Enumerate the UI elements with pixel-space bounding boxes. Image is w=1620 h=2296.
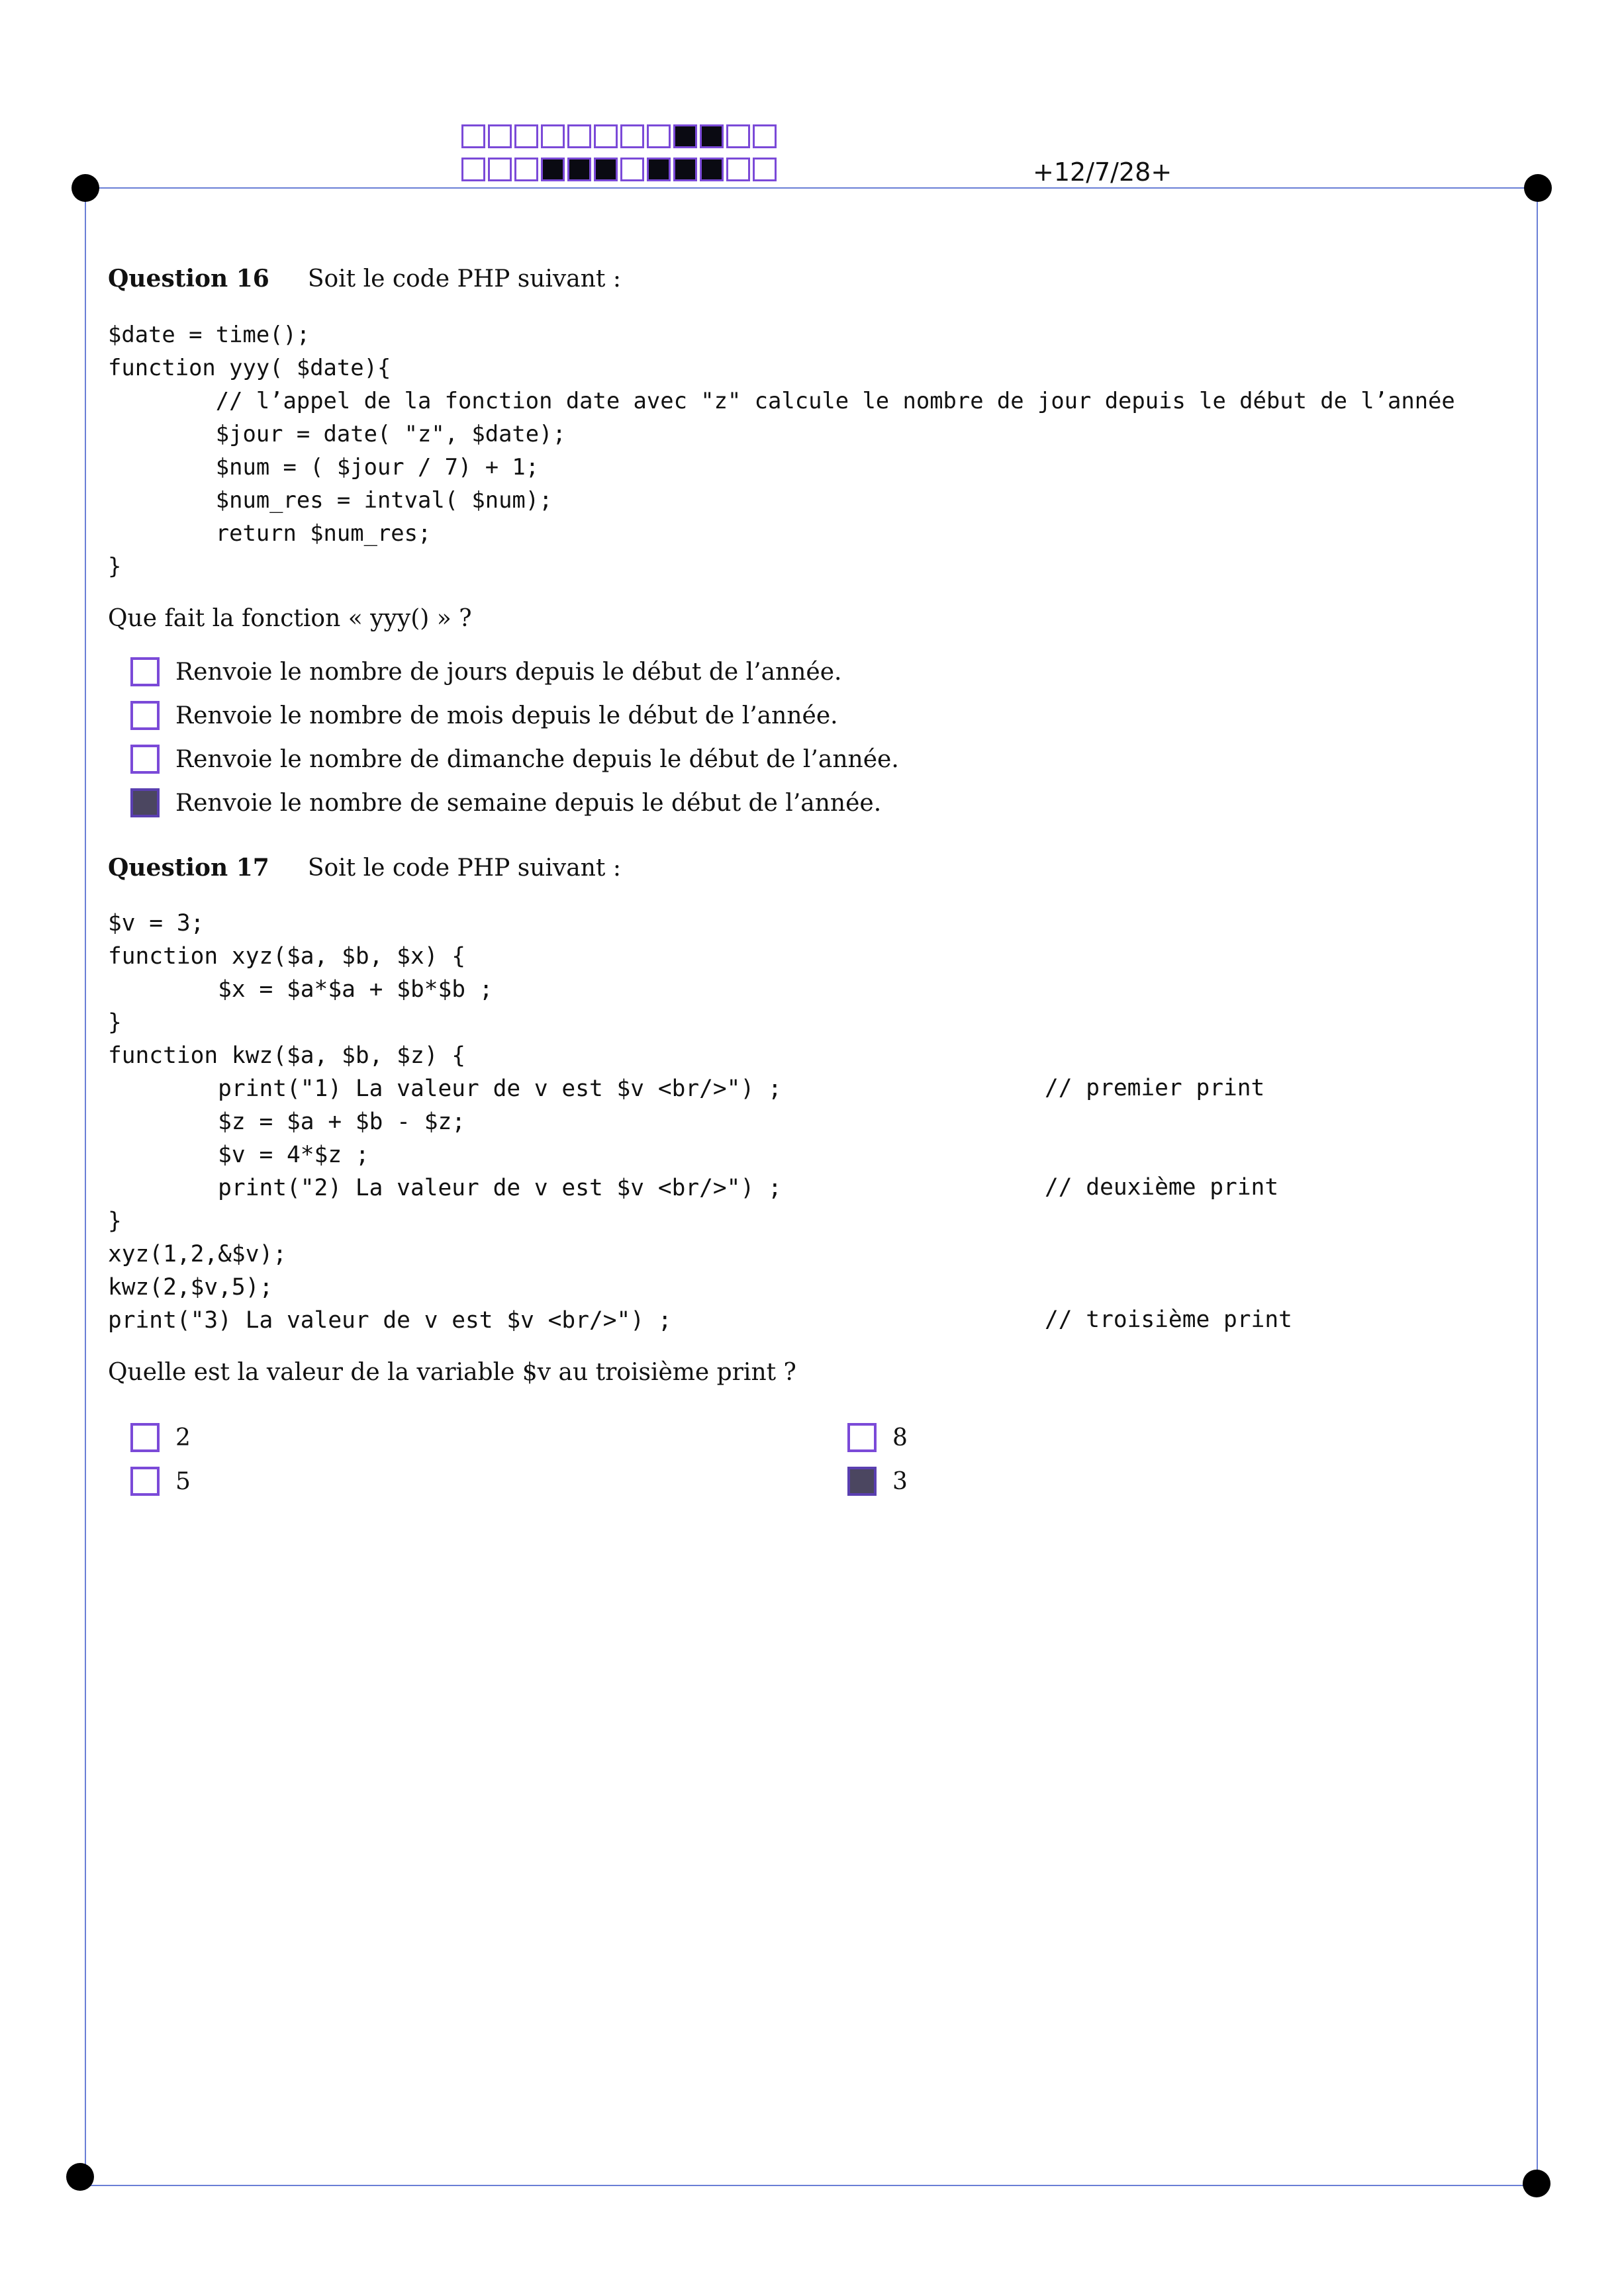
q17-choice-1[interactable] — [130, 1423, 191, 1452]
bit-box-empty — [620, 124, 644, 148]
bit-box-empty — [620, 158, 644, 181]
question-intro: Soit le code PHP suivant : — [307, 265, 621, 293]
question-intro: Soit le code PHP suivant : — [307, 854, 621, 882]
q16-choice-2[interactable] — [130, 701, 838, 730]
q16-choice-4[interactable] — [130, 788, 881, 817]
bit-box-empty — [647, 124, 671, 148]
corner-mark-top-left — [71, 174, 99, 202]
bit-box-empty — [541, 124, 565, 148]
bit-box-empty — [753, 124, 777, 148]
bit-box-empty — [594, 124, 618, 148]
bit-box-filled — [567, 158, 591, 181]
q16-choice-1[interactable] — [130, 657, 841, 686]
q17-choice-4[interactable] — [847, 1467, 908, 1496]
code-comment-premier: // premier print — [1045, 1075, 1265, 1101]
page-id: +12/7/28+ — [1033, 158, 1172, 187]
choice-label: 8 — [892, 1424, 908, 1451]
choice-label: Renvoie le nombre de dimanche depuis le début de l’année. — [175, 745, 899, 773]
bit-box-empty — [514, 124, 538, 148]
checkbox-checked[interactable] — [847, 1467, 877, 1496]
checkbox[interactable] — [847, 1423, 877, 1452]
q16-question-text: Que fait la fonction « yyy() » ? — [108, 605, 472, 632]
question-label: Question 17 — [108, 854, 269, 882]
bit-box-filled — [647, 158, 671, 181]
binary-code-row-2 — [461, 158, 779, 181]
corner-mark-bottom-left — [66, 2163, 94, 2191]
bit-box-empty — [488, 124, 512, 148]
q17-choice-2[interactable] — [130, 1467, 191, 1496]
bit-box-empty — [514, 158, 538, 181]
binary-code-row-1 — [461, 124, 779, 148]
checkbox[interactable] — [130, 1423, 160, 1452]
bit-box-empty — [726, 124, 750, 148]
bit-box-filled — [700, 158, 724, 181]
choice-label: Renvoie le nombre de semaine depuis le début de l’année. — [175, 789, 882, 817]
bit-box-filled — [594, 158, 618, 181]
q17-choice-3[interactable] — [847, 1423, 908, 1452]
corner-mark-top-right — [1524, 174, 1552, 202]
bit-box-filled — [673, 124, 697, 148]
checkbox[interactable] — [130, 657, 160, 686]
choice-label: 3 — [892, 1467, 908, 1495]
bit-box-filled — [673, 158, 697, 181]
question-17-header — [108, 854, 621, 882]
q16-code-block: $date = time(); function yyy( $date){ // l’appel de la fonction date avec "z" calcule le nombre de jour depuis le début de l’année $jour = date( "z", $date); $num = ( $jour / 7) + 1; $num_res = intval( $num); return $num_res; } — [108, 322, 1455, 579]
corner-mark-bottom-right — [1523, 2170, 1550, 2197]
choice-label: 5 — [175, 1467, 191, 1495]
q17-code-block: $v = 3; function xyz($a, $b, $x) { $x = $a*$a + $b*$b ; } function kwz($a, $b, $z) { print("1) La valeur de v est $v <br/>") ; $z = $a + $b - $z; $v = 4*$z ; print("2) La valeur de v est $v <br/>") ; } xyz(1,2,&$v); kwz(2,$v,5); print("3) La valeur de v est $v <br/>") ; — [108, 910, 782, 1334]
choice-label: Renvoie le nombre de jours depuis le début de l’année. — [175, 658, 842, 686]
question-label: Question 16 — [108, 265, 269, 293]
bit-box-empty — [488, 158, 512, 181]
checkbox[interactable] — [130, 701, 160, 730]
q16-choice-3[interactable] — [130, 745, 899, 774]
bit-box-empty — [461, 124, 485, 148]
checkbox[interactable] — [130, 1467, 160, 1496]
choice-label: 2 — [175, 1424, 191, 1451]
bit-box-empty — [461, 158, 485, 181]
bit-box-filled — [541, 158, 565, 181]
bit-box-empty — [567, 124, 591, 148]
bit-box-empty — [726, 158, 750, 181]
q17-question-text: Quelle est la valeur de la variable $v au troisième print ? — [108, 1359, 796, 1386]
checkbox-checked[interactable] — [130, 788, 160, 817]
bit-box-filled — [700, 124, 724, 148]
code-comment-deuxieme: // deuxième print — [1045, 1174, 1279, 1201]
code-comment-troisieme: // troisième print — [1045, 1307, 1292, 1333]
question-16-header — [108, 265, 621, 293]
choice-label: Renvoie le nombre de mois depuis le début de l’année. — [175, 702, 838, 729]
bit-box-empty — [753, 158, 777, 181]
checkbox[interactable] — [130, 745, 160, 774]
